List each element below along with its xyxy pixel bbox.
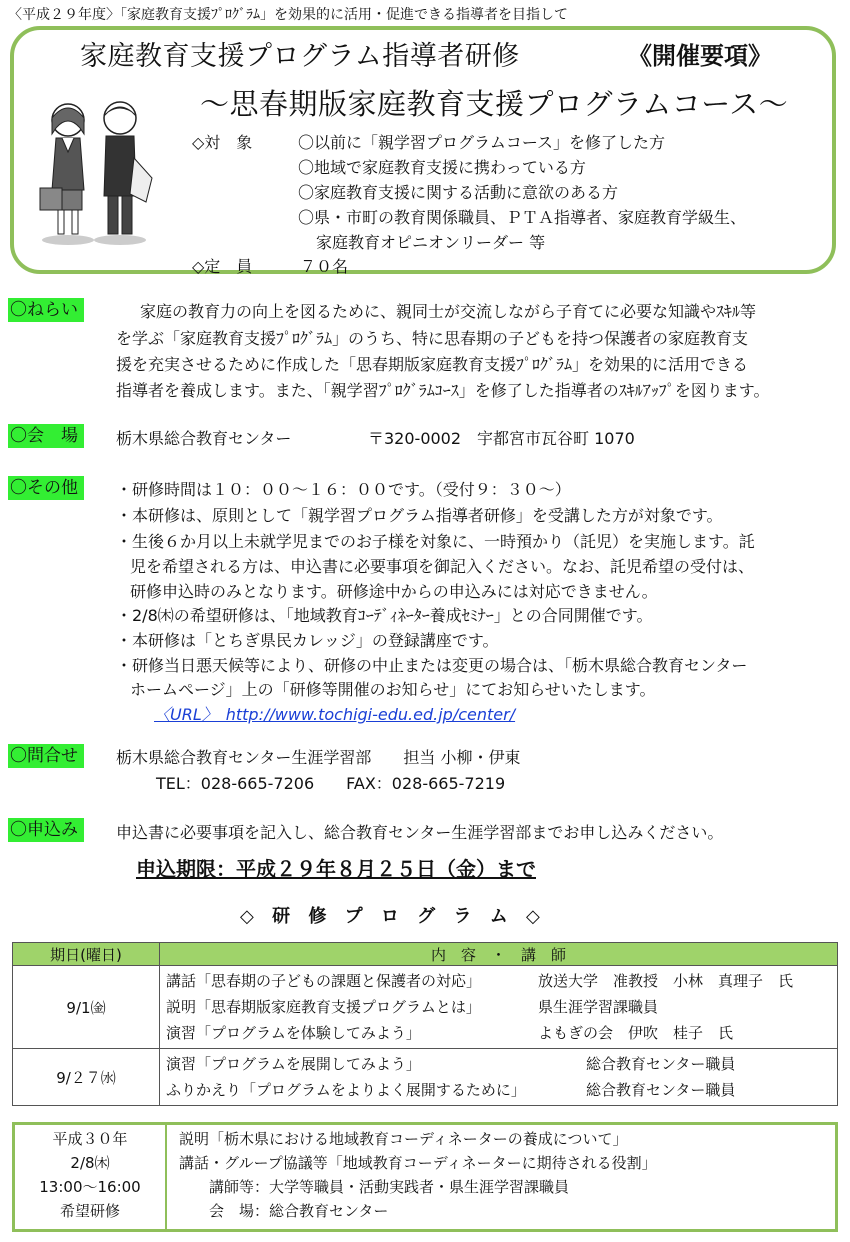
- contact-line: 栃木県総合教育センター生涯学習部 担当 小柳・伊東: [116, 748, 521, 767]
- venue-name: 栃木県総合教育センター: [116, 429, 292, 448]
- page-title: 家庭教育支援プログラム指導者研修: [80, 41, 520, 72]
- optional-session-box: [12, 1122, 838, 1232]
- optional-line: 説明「栃木県における地域教育コーディネーターの養成について」: [179, 1130, 628, 1148]
- program-content: ふりかえり「プログラムをよりよく展開するために」: [166, 1081, 526, 1099]
- optional-session-content: [179, 1127, 657, 1223]
- program-lecturer: よもぎの会 伊吹 桂子 氏: [538, 1024, 734, 1042]
- capacity-label: ◇定 員: [192, 257, 253, 276]
- program-date: 9/1㈮: [13, 966, 160, 1049]
- other-line: ・生後６か月以上未就学児までのお子様を対象に、一時預かり（託児）を実施します。託: [116, 532, 755, 551]
- venue-label: 〇会 場: [8, 424, 84, 448]
- apply-deadline: 申込期限：平成２９年８月２５日（金）まで: [136, 857, 536, 881]
- program-content: 説明「思春期版家庭教育支援プログラムとは」: [166, 998, 481, 1016]
- target-label: ◇対 象: [192, 133, 253, 152]
- program-content: 演習「プログラムを展開してみよう」: [166, 1055, 421, 1073]
- table-row: [13, 1049, 838, 1106]
- program-lecturer: 県生涯学習課職員: [538, 998, 659, 1016]
- target-item: 家庭教育オピニオンリーダー 等: [316, 233, 546, 252]
- col-content-header: 内 容 ・ 講 師: [160, 943, 838, 966]
- apply-label: 〇申込み: [8, 818, 84, 842]
- program-date: 9/２７㈬: [13, 1049, 160, 1106]
- other-line: ホームページ」上の「研修等開催のお知らせ」にてお知らせいたします。: [130, 680, 656, 699]
- contact-phone: TEL：028-665-7206 FAX：028-665-7219: [156, 774, 506, 793]
- other-line: ・研修当日悪天候等により、研修の中止または変更の場合は、「栃木県総合教育センター: [116, 656, 748, 675]
- program-content: 講話「思春期の子どもの課題と保護者の対応」: [166, 972, 482, 990]
- optional-date-line: 2/8㈭: [70, 1154, 110, 1172]
- table-row: [13, 966, 838, 1049]
- venue-address: 〒320-0002 宇都宮市瓦谷町 1070: [368, 429, 635, 448]
- target-item: 〇家庭教育支援に関する活動に意欲のある方: [298, 183, 619, 202]
- other-line: ・2/8㈭の希望研修は、「地域教育ｺｰﾃﾞｨﾈｰﾀｰ養成ｾﾐﾅｰ」との合同開催です。: [116, 606, 653, 625]
- center-url-link[interactable]: 〈URL〉 http://www.tochigi-edu.ed.jp/center/: [154, 705, 516, 724]
- optional-date-line: 希望研修: [59, 1202, 120, 1220]
- program-lecturer: 総合教育センター職員: [586, 1081, 736, 1099]
- target-item: 〇以前に「親学習プログラムコース」を修了した方: [298, 133, 666, 152]
- other-line: 児を希望される方は、申込書に必要事項を御記入ください。なお、託児希望の受付は、: [130, 557, 755, 576]
- optional-session-date: [15, 1125, 167, 1229]
- capacity-value: ７０名: [300, 257, 349, 276]
- program-title: ◇ 研 修 プ ロ グ ラ ム ◇: [240, 906, 546, 927]
- aim-line: を学ぶ「家庭教育支援ﾌﾟﾛｸﾞﾗﾑ」のうち、特に思春期の子どもを持つ保護者の家庭教育支: [116, 329, 749, 348]
- other-line: ・研修時間は１０：００～１６：００です。（受付９：３０～）: [116, 480, 571, 499]
- title-tag: 《開催要項》: [628, 42, 772, 70]
- optional-line: 会 場：総合教育センター: [179, 1202, 389, 1220]
- aim-line: 援を充実させるために作成した「思春期版家庭教育支援ﾌﾟﾛｸﾞﾗﾑ」を効果的に活用できる: [116, 355, 749, 374]
- page-subtitle: ～思春期版家庭教育支援プログラムコース～: [200, 87, 789, 121]
- other-line: ・本研修は、原則として「親学習プログラム指導者研修」を受講した方が対象です。: [116, 506, 723, 525]
- optional-line: 講話・グループ協議等「地域教育コーディネーターに期待される役割」: [179, 1154, 657, 1172]
- optional-date-line: 13:00～16:00: [39, 1178, 141, 1196]
- apply-text: 申込書に必要事項を記入し、総合教育センター生涯学習部までお申し込みください。: [116, 823, 724, 842]
- target-item: 〇地域で家庭教育支援に携わっている方: [298, 158, 586, 177]
- program-lecturer: 放送大学 准教授 小林 真理子 氏: [538, 972, 794, 990]
- program-lecturer: 総合教育センター職員: [586, 1055, 736, 1073]
- aim-label: 〇ねらい: [8, 298, 84, 322]
- aim-line: 指導者を養成します。また、「親学習ﾌﾟﾛｸﾞﾗﾑｺｰｽ」を修了した指導者のｽｷﾙｱｯﾌﾟを図ります。: [116, 381, 770, 400]
- col-date-header: 期日(曜日): [13, 943, 160, 966]
- contact-label: 〇問合せ: [8, 744, 84, 768]
- target-item: 〇県・市町の教育関係職員、ＰＴＡ指導者、家庭教育学級生、: [298, 208, 747, 227]
- optional-date-line: 平成３０年: [52, 1130, 128, 1148]
- optional-line: 講師等：大学等職員・活動実践者・県生涯学習課職員: [179, 1178, 570, 1196]
- students-illustration: [26, 98, 156, 246]
- program-content: 演習「プログラムを体験してみよう」: [166, 1024, 421, 1042]
- other-line: 研修申込時のみとなります。研修途中からの申込みには対応できません。: [130, 582, 658, 601]
- other-label: 〇その他: [8, 476, 84, 500]
- other-line: ・本研修は「とちぎ県民カレッジ」の登録講座です。: [116, 631, 499, 650]
- aim-line: 家庭の教育力の向上を図るために、親同士が交流しながら子育てに必要な知識やｽｷﾙ等: [140, 302, 757, 321]
- program-table: [12, 942, 838, 1106]
- top-note: 〈平成２９年度〉「家庭教育支援ﾌﾟﾛｸﾞﾗﾑ」を効果的に活用・促進できる指導者を目指して: [8, 7, 568, 23]
